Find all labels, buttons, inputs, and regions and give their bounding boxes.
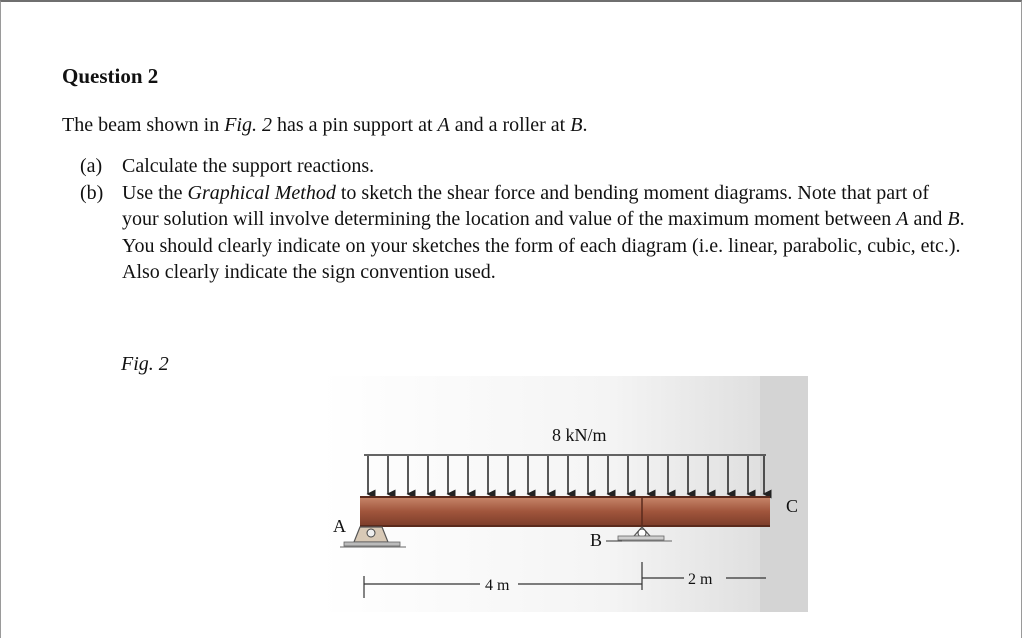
roller-base [618, 536, 664, 540]
pin-icon [367, 529, 375, 537]
part-a-label: (a) [80, 155, 103, 177]
question-heading: Question 2 [62, 64, 159, 88]
part-b-label: (b) [80, 181, 104, 204]
figure-background [320, 376, 808, 612]
intro-point-a: A [437, 114, 450, 136]
intro-fig-ref: Fig. 2 [224, 114, 272, 136]
figure-shade-right [760, 376, 808, 612]
part-b-text-1: to sketch the shear force and bending moment diagrams. Note that part of your solution will involve determining the location and value of the maximum moment between [122, 181, 930, 230]
part-b-method: Graphical Method [187, 181, 336, 204]
part-b-text-start: Use the [122, 181, 188, 204]
part-b-point-b: B [947, 208, 960, 230]
intro-text-end: . [582, 114, 588, 136]
part-b-text-3: . You should clearly indicate on your sketches the form of each diagram (i.e. linear, parabolic, cubic, etc.). Also clearly indicate the sign convention used. [122, 208, 965, 283]
intro-point-b: B [570, 114, 583, 136]
part-a-text: Calculate the support reactions. [122, 155, 375, 177]
part-b [80, 180, 970, 286]
dim-label-ab: 4 m [485, 577, 510, 594]
beam-body [360, 497, 770, 526]
pin-support-base [344, 542, 400, 546]
dim-label-bc: 2 m [688, 571, 713, 588]
intro-text-mid: has a pin support at [271, 114, 438, 136]
part-a [80, 153, 970, 180]
intro-text-mid2: and a roller at [449, 114, 571, 136]
beam-figure [320, 376, 808, 612]
label-c: C [786, 496, 799, 516]
part-b-text-2: and [908, 208, 948, 230]
label-b: B [590, 530, 603, 550]
label-a: A [333, 516, 346, 536]
intro-text-start: The beam shown in [62, 114, 225, 136]
figure-caption: Fig. 2 [121, 353, 169, 375]
load-label: 8 kN/m [552, 425, 607, 445]
question-parts [80, 153, 970, 286]
beam [360, 497, 770, 526]
question-intro [62, 114, 587, 137]
part-b-point-a: A [896, 208, 909, 230]
